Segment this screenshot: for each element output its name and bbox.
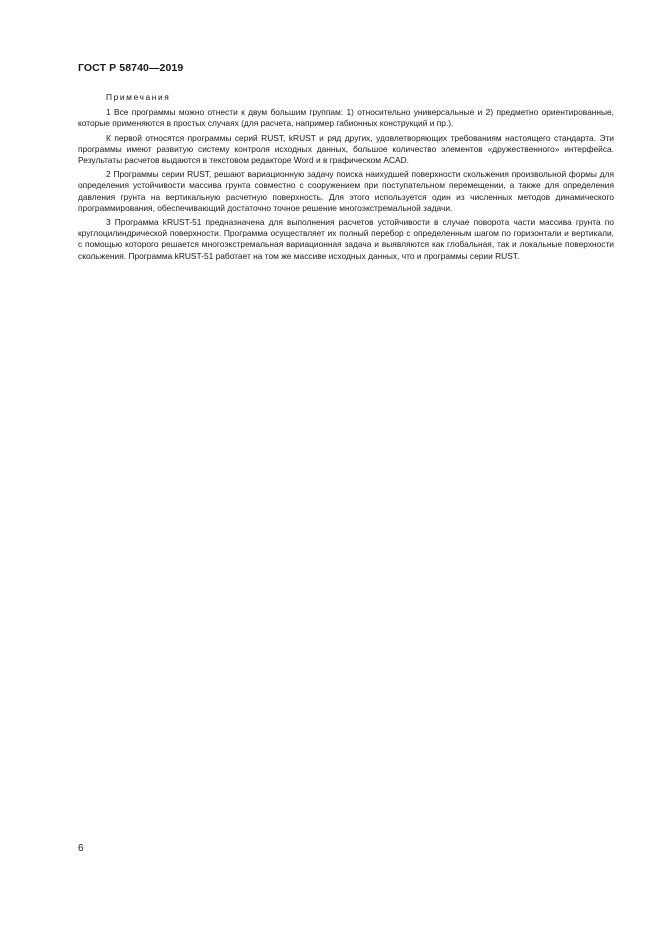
standard-code: ГОСТ Р 58740—2019: [78, 62, 184, 74]
page-number: 6: [78, 843, 84, 854]
notes-section: [78, 92, 614, 265]
note-paragraph-1: 1 Все программы можно отнести к двум большим группам: 1) относительно универсальные и 2) предметно ориентированные, которые применяются в простых случаях (для расчета, например габионных конструкций и пр.).: [78, 107, 614, 129]
note-paragraph-3: 3 Программа kRUST-51 предназначена для выполнения расчетов устойчивости в случае поворота части массива грунта по круглоцилиндрической поверхности. Программа осуществляет их полный перебор с определенным шагом по горизонтали и вертикали, с помощью которого решается многоэкстремальная вариационная задача и выявляются как глобальная, так и локальные поверхности скольжения. Программа kRUST-51 работает на том же массиве исходных данных, что и программы серии RUST.: [78, 217, 614, 261]
document-header: [78, 62, 183, 74]
note-paragraph-1-continued: К первой относятся программы серий RUST, kRUST и ряд других, удовлетворяющих требованиям настоящего стандарта. Эти программы имеют развитую систему контроля исходных данных, большое количество элементов «дружественного» интерфейса. Результаты расчетов выдаются в текстовом редакторе Word и в графическом ACAD.: [78, 132, 614, 166]
note-paragraph-2: 2 Программы серии RUST, решают вариационную задачу поиска наихудшей поверхности скольжения произвольной формы для определения устойчивости массива грунта совместно с сооружением при поступательном перемещении, а также для определения давления грунта на вертикальную расчетную поверхность. Для этого используется один из численных методов динамического программирования, обеспечивающий достаточно точное решение многоэкстремальной задачи.: [78, 169, 614, 213]
notes-title: Примечания: [106, 92, 171, 102]
